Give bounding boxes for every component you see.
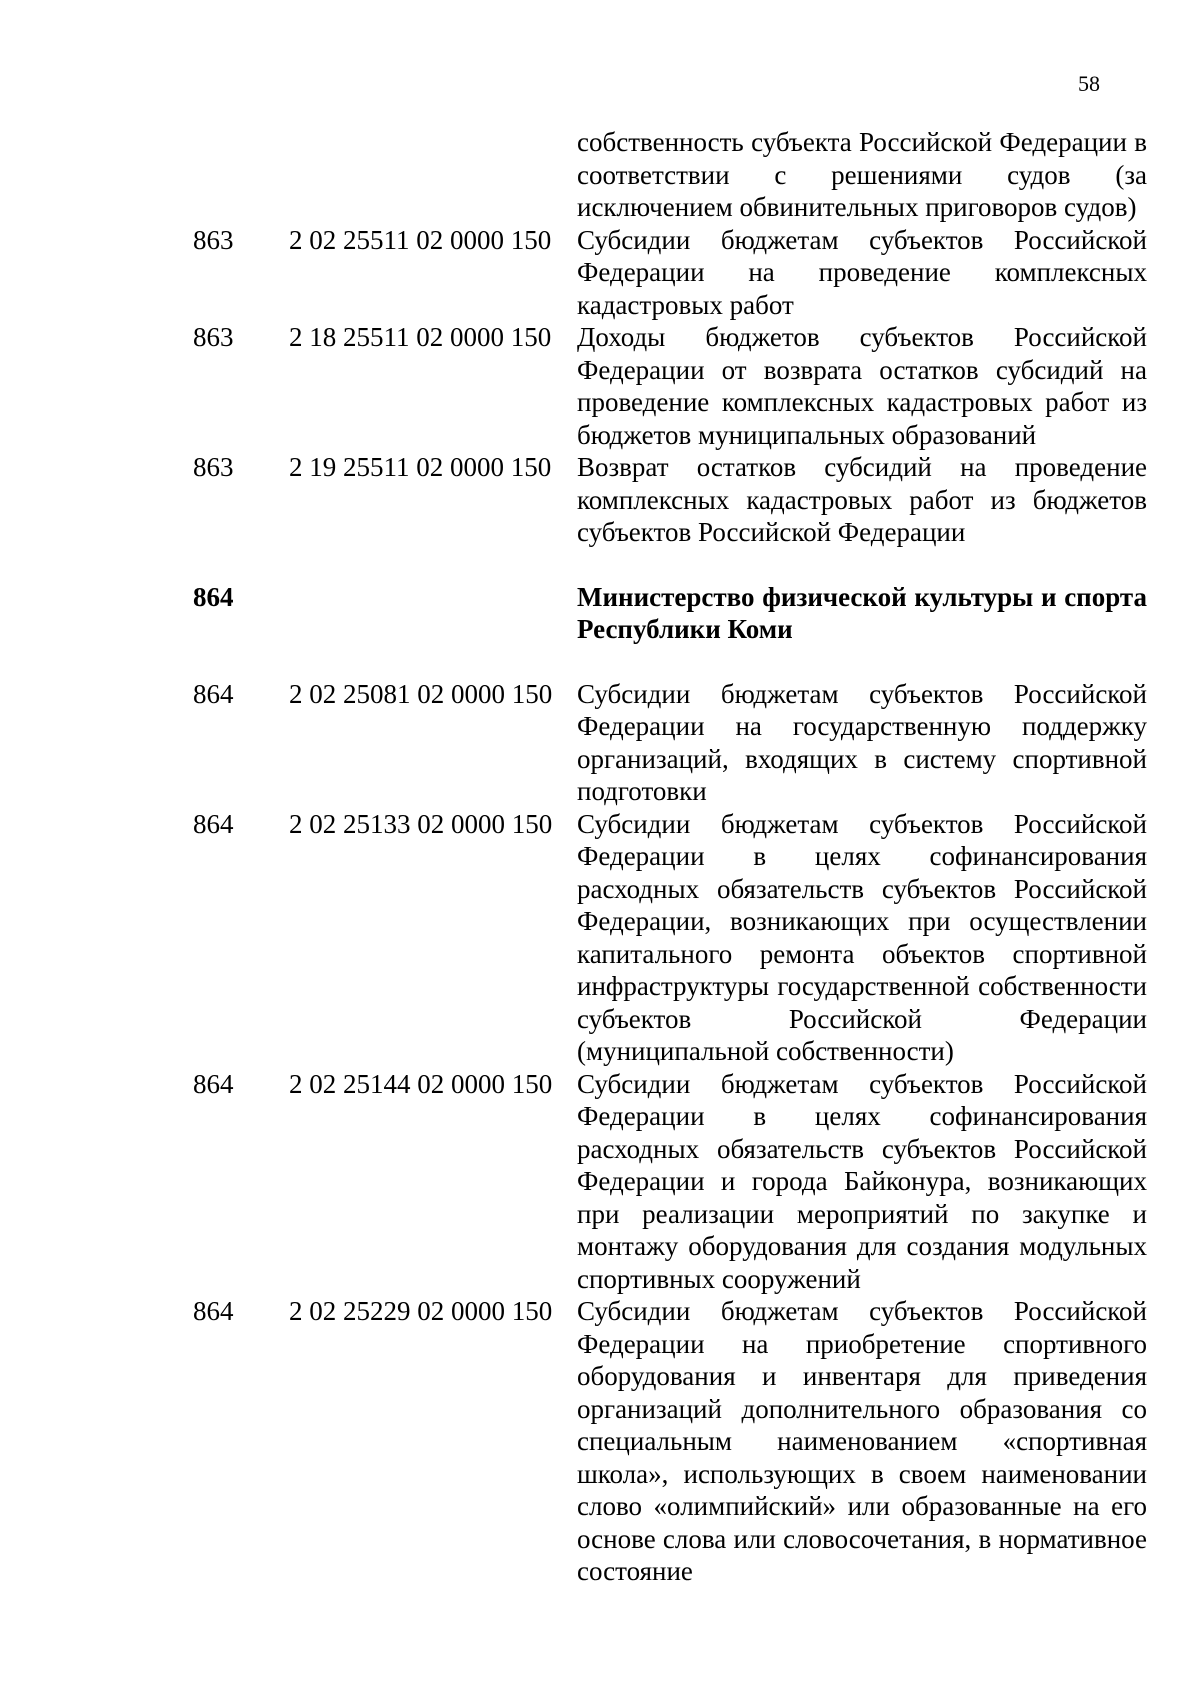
table-row <box>0 224 1200 322</box>
ministry-heading-row <box>0 581 1200 646</box>
admin-code: 863 <box>193 322 234 352</box>
admin-code: 864 <box>193 1068 234 1099</box>
revenue-code: 2 02 25133 02 0000 150 <box>289 808 553 839</box>
revenue-code: 2 19 25511 02 0000 150 <box>289 452 552 482</box>
table-row <box>0 678 1200 808</box>
revenue-code: 2 02 25144 02 0000 150 <box>289 1068 553 1099</box>
revenue-description: Возврат остатков субсидий на проведение комплексных кадастровых работ из бюджетов субъектов Российской Федерации <box>577 452 1147 547</box>
ministry-name: Министерство физической культуры и спорта Республики Коми <box>577 581 1147 644</box>
revenue-description: Субсидии бюджетам субъектов Российской Федерации на государственную поддержку организаций, входящих в систему спортивной подготовки <box>577 678 1147 806</box>
revenue-code: 2 02 25229 02 0000 150 <box>289 1296 553 1326</box>
admin-code: 864 <box>193 581 234 612</box>
admin-code: 863 <box>193 452 234 482</box>
budget-codes-table <box>0 126 1200 1588</box>
table-row <box>0 126 1200 224</box>
table-row <box>0 808 1200 1068</box>
admin-code: 864 <box>193 1296 234 1326</box>
revenue-description: Субсидии бюджетам субъектов Российской Федерации в целях софинансирования расходных обязательств субъектов Российской Федерации и города Байконура, возникающих при реализации мероприятий по закупке и монтажу оборудования для создания модульных спортивных сооружений <box>577 1068 1147 1294</box>
page-number: 58 <box>1078 71 1100 96</box>
revenue-code: 2 18 25511 02 0000 150 <box>289 322 552 352</box>
revenue-description: Субсидии бюджетам субъектов Российской Федерации в целях софинансирования расходных обязательств субъектов Российской Федерации, возникающих при осуществлении капитального ремонта объектов спортивной инфраструктуры государственной собственности субъектов Российской Федерации (муниципальной собственности) <box>577 808 1147 1066</box>
revenue-code: 2 02 25081 02 0000 150 <box>289 678 553 709</box>
admin-code: 864 <box>193 808 234 839</box>
revenue-description: Доходы бюджетов субъектов Российской Федерации от возврата остатков субсидий на проведение комплексных кадастровых работ из бюджетов муниципальных образований <box>577 322 1147 450</box>
admin-code: 863 <box>193 224 234 255</box>
table-row <box>0 1068 1200 1296</box>
revenue-code: 2 02 25511 02 0000 150 <box>289 224 552 255</box>
table-row <box>0 1295 1200 1588</box>
revenue-description: Субсидии бюджетам субъектов Российской Федерации на проведение комплексных кадастровых работ <box>577 224 1147 320</box>
table-row <box>0 451 1200 549</box>
revenue-description: Субсидии бюджетам субъектов Российской Федерации на приобретение спортивного оборудования и инвентаря для приведения организаций дополнительного образования со специальным наименованием «спортивная школа», использующих в своем наименовании слово «олимпийский» или образованные на его основе слова или словосочетания, в нормативное состояние <box>577 1296 1147 1586</box>
table-row <box>0 321 1200 451</box>
admin-code: 864 <box>193 678 234 709</box>
revenue-description: собственность субъекта Российской Федерации в соответствии с решениями судов (за исключением обвинительных приговоров судов) <box>577 127 1147 222</box>
